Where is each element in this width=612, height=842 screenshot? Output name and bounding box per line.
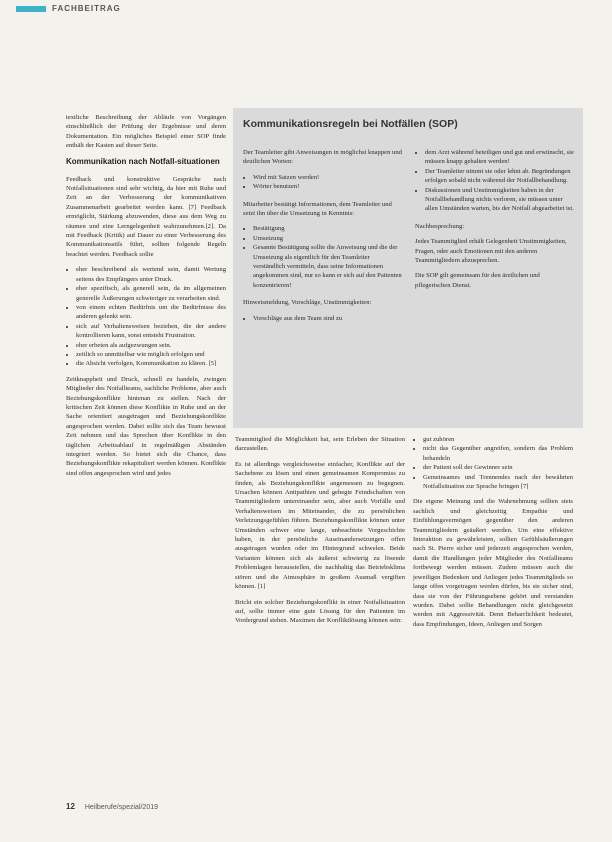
- box-list: [415, 148, 575, 214]
- paragraph: Die eigene Meinung und die Wahrnehmung sollten stets sachlich und gleichzeitig Empathie und Einfühlungsvermögen gegenüber den anderen Teammitgliedern geäußert werden. Um eine effektive Interaktion zu gewährleisten, sollten Gefühlsäußerungen nach St. Pierre sicher und jederzeit angesprochen werden, damit die Handlungen jeder Mitglieder des Notfallteams fortbewegt werden müssen. Zudem müssen auch die jeweiligen Bedenken und Anliegen jedes Teammitglieds so lange offen vorgetragen werden dürfen, bis sie sicher sind, dass sie von der Führungsebene gehört und verstanden wurden. Dabei sollte Behandlungen nicht gleichgesetzt werden mit Aggressivität. Denn Beharrlichkeit bedeutet, dass Empfindungen, Ideen, Anliegen und Sorgen: [413, 498, 573, 628]
- box-column-left: [243, 148, 403, 331]
- column-left: [66, 113, 226, 484]
- paragraph: Es ist allerdings vergleichsweise einfacher, Konflikte auf der Sachebene zu lösen und einen gemeinsamen Kompromiss zu finden, als Beziehungskonflikte angemessen zu begegnen. Ursachen können Antipathien und gehegte Feindschaften von Teammitgliedern untereinander sein, aber auch Vorfälle und Verhaltensweisen im Miteinander, die zu persönlichen Verletzungsgefühlen führen. Beziehungskonflikte können unter Umständen schwer eine lange, unbeachtete Vorgeschichte haben, in der persönliche Auseinandersetzungen offen ausgetragen wurden oder im Hintergrund schwelen. Beide Varianten können sich als äußerst schwierig zu lösende Problemlagen herausstellen, die nachhaltig das Betriebsklima stören und die Atmosphäre in großem Ausmaß vergiften können. [1]: [235, 460, 405, 591]
- section-heading: Kommunikation nach Notfall-situationen: [66, 156, 220, 166]
- box-paragraph: Der Teamleiter gibt Anweisungen in möglichst knappen und deutlichen Worten:: [243, 149, 402, 166]
- column-middle: [235, 435, 405, 632]
- paragraph: Bricht ein solcher Beziehungskonflikt in einer Notfallsituation auf, sollte immer eine gute Lösung für den Patienten im Vordergrund stehen. Maximen der Konfliktlösung können sein:: [235, 598, 405, 625]
- list-item: • Gesamte Bestätigung sollte die Anweisung und die der Umsetzung als eigentlich für den Teamleiter verständlich vermitteln, dass seine Informationen angekommen sind, nur so kann er sich auf den Patienten konzentrieren!: [253, 243, 403, 290]
- box-list: [243, 224, 403, 290]
- list-item: • gut zuhören: [423, 435, 573, 444]
- intro-paragraph: textliche Beschreibung der Abläufe von Vorgängen einschließlich der Prüfung der Ergebnisse und deren Dokumentation. Ein mögliches Beispiel einer SOP finde enthält der Kasten auf dieser Seite.: [66, 114, 226, 150]
- box-paragraph: Hinweismeldung, Vorschläge, Unstimmigkeiten:: [243, 299, 372, 307]
- list-item: • eher erbeten als aufgezwungen sein.: [76, 341, 226, 350]
- conflict-maxims-list: [413, 435, 573, 491]
- header-accent-bar: [16, 6, 46, 12]
- paragraph: Teammitglied die Möglichkeit hat, sein Erleben der Situation darzustellen.: [235, 436, 405, 453]
- list-item: • Wird mit Satzen werden!: [253, 173, 403, 182]
- list-item: • Vorschläge aus dem Team sind zu: [253, 314, 403, 323]
- list-item: • Wörter benutzen!: [253, 182, 403, 191]
- list-item: • sich auf Verhaltensweisen beziehen, die der andere kontrollieren kann, sonst entsteht Frustration.: [76, 322, 226, 341]
- column-right: [413, 435, 573, 635]
- box-paragraph: Die SOP gilt gemeinsam für den ärztlichen und pflegerischen Dienst.: [415, 272, 540, 289]
- box-list: [243, 173, 403, 192]
- box-list: [243, 314, 403, 323]
- list-item: • von einem echten Bedürfnis um die Bedürfnisse des anderen gelenkt sein.: [76, 303, 226, 322]
- list-item: • Gemeinsames und Trennendes nach der bewährten Notfallsituation zur Sprache bringen [7]: [423, 473, 573, 492]
- list-item: • die Absicht verfolgen, Kommunikation zu klären. [5]: [76, 359, 226, 368]
- box-title: Kommunikationsregeln bei Notfällen (SOP): [243, 118, 458, 130]
- paragraph: Zeitknappheit und Druck, schnell zu handeln, zwingen Mitglieder des Notfallteams, sachliche Probleme, aber auch Beziehungskonflikte hintenan zu stellen. Nach der kritischen Zeit können diese Konflikte in Ruhe und an der Sache orientiert ausgetragen und Beziehungskonflikte angesprochen werden. Dabei sollte sich das Team bewusst Zeit nehmen und das Sprechen über Konflikte in den täglichen Arbeitsablauf in regelmäßigen Abständen integriert werden. So bietet sich die Chance, dass Beziehungskonflikte rekapituliert werden können. Konflikte sind offen angesprochen wird und jedes: [66, 375, 226, 477]
- list-item: • dem Arzt während beteiligen und gut und erwünscht, sie müssen knapp gehalten werden!: [425, 148, 575, 167]
- box-paragraph: Mitarbeiter bestätigt Informationen, dem Teamleiter und setzt ihn über die Umsetzung in Kenntnis:: [243, 200, 392, 218]
- list-item: • zeitlich so unmittelbar wie möglich erfolgen und: [76, 350, 226, 359]
- list-item: • eher beschreibend als wertend sein, damit Wertung seitens des Empfängers unter Druck.: [76, 265, 226, 284]
- box-paragraph: Jedes Teammitglied erhält Gelegenheit Unstimmigkeiten, Fragen, oder auch Emotionen mit den anderen Teammitgliedern abzusprechen.: [415, 238, 567, 265]
- list-item: • eher spezifisch, als generell sein, da im allgemeinen generelle Äußerungen schwieriger zu verarbeiten sind.: [76, 284, 226, 303]
- box-subheading: Nachbesprechung:: [415, 222, 465, 230]
- list-item: • Diskussionen und Unstimmigkeiten haben in der Notfallbehandlung nichts verloren, sie müssen unter allen Umständen warten, bis der Notfall abgearbeitet ist.: [425, 186, 575, 214]
- list-item: • Bestätigung: [253, 224, 403, 233]
- sop-info-box: [233, 108, 583, 428]
- section-label: FACHBEITRAG: [52, 4, 121, 13]
- feedback-rules-list: [66, 265, 226, 368]
- page-footer: [66, 802, 158, 811]
- list-item: • nicht das Gegenüber angreifen, sondern das Problem behandeln: [423, 444, 573, 463]
- box-column-right: [415, 148, 575, 296]
- paragraph: Feedback und konstruktive Gespräche nach Notfallsituationen sind sehr wichtig, da hier mit Ruhe und Zeit an der Verbesserung der kommunikativen Zusammenarbeit gearbeitet werden kann. [7] Feedback ermöglicht, Stärkung abzuwenden, diese aus dem Weg zu räumen und eine Lerngelegenheit wahrzunehmen.[2]. Da mit Feedback (Kritik) auf Dauer zu einer Verbesserung des Kommunikationsstils führt, sollten folgende Regeln beachtet werden. Feedback sollte: [66, 175, 226, 258]
- list-item: • Der Teamleiter nimmt sie oder lehnt ab. Begründungen erfolgen sobald nicht während der Notfallbehandlung.: [425, 167, 575, 186]
- page-number: 12: [66, 802, 75, 811]
- journal-name: Heilberufe/spezial/2019: [84, 804, 159, 811]
- list-item: • der Patient soll der Gewinner sein: [423, 463, 573, 472]
- list-item: • Umsetzung: [253, 234, 403, 243]
